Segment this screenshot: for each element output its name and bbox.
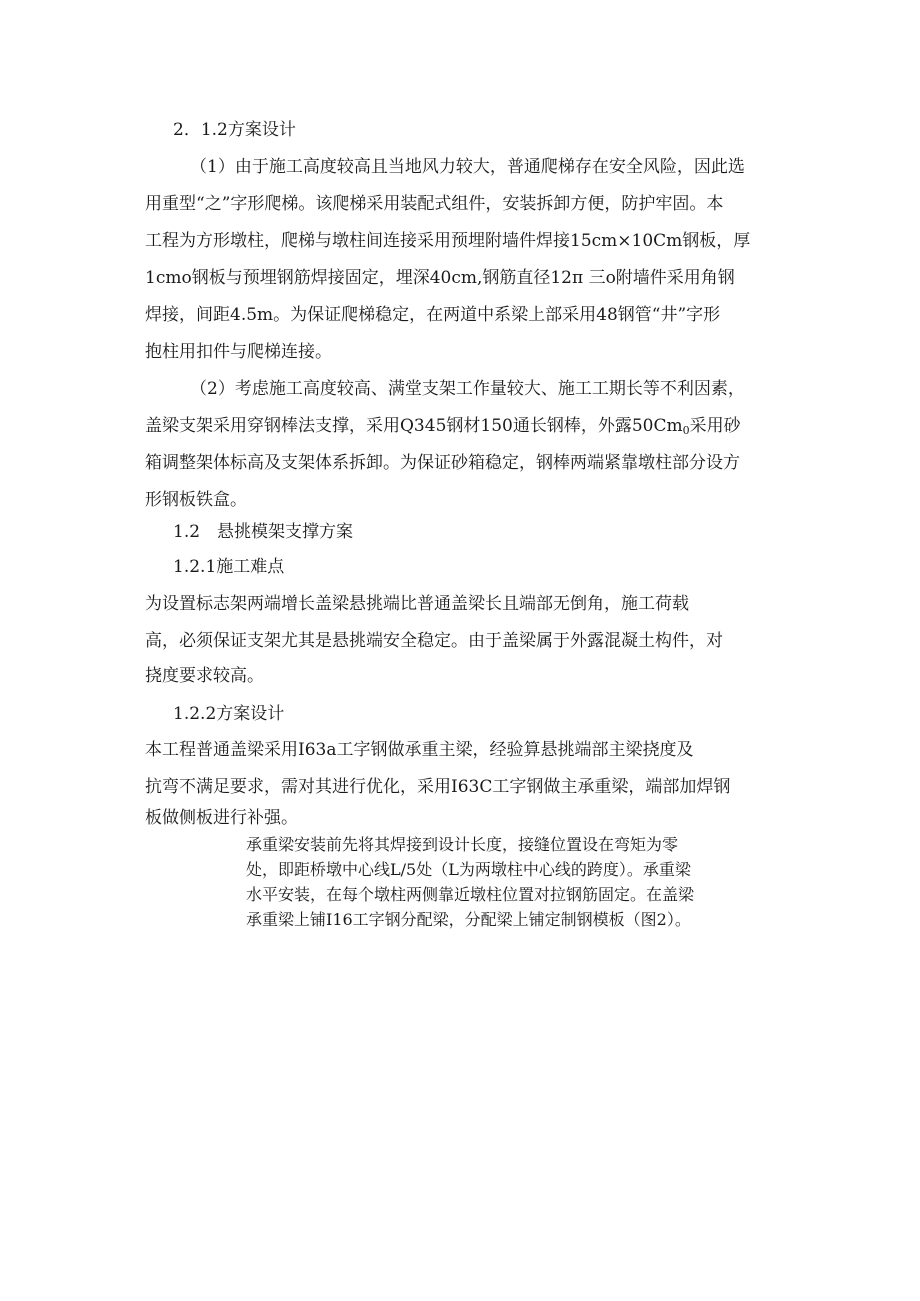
paragraph-line: 抱柱用扣件与爬梯连接。 bbox=[145, 342, 332, 362]
indented-line: 处，即距桥墩中心线L/5处（L为两墩柱中心线的跨度）。承重梁 bbox=[246, 860, 691, 879]
paragraph-line: （1）由于施工高度较高且当地风力较大，普通爬梯存在安全风险，因此选 bbox=[190, 157, 745, 177]
paragraph-line: 板做侧板进行补强。 bbox=[145, 808, 298, 828]
paragraph-line: 抗弯不满足要求，需对其进行优化，采用I63C工字钢做主承重梁，端部加焊钢 bbox=[145, 777, 731, 797]
paragraph-line: 本工程普通盖梁采用I63a工字钢做承重主梁，经验算悬挑端部主梁挠度及 bbox=[145, 740, 694, 760]
paragraph-line: 箱调整架体标高及支架体系拆卸。为保证砂箱稳定，钢棒两端紧靠墩柱部分设方 bbox=[145, 453, 740, 473]
paragraph-text: 采用砂 bbox=[689, 416, 741, 436]
heading-1-2: 1.2 悬挑模架支撑方案 bbox=[173, 522, 354, 542]
paragraph-text: 盖梁支架采用穿钢棒法支撑，采用Q345钢材150通长钢棒，外露50Cm bbox=[145, 416, 683, 436]
heading-1-2-2: 1.2.2方案设计 bbox=[173, 704, 285, 724]
paragraph-line bbox=[145, 416, 741, 441]
paragraph-line: 为设置标志架两端增长盖梁悬挑端比普通盖梁长且端部无倒角，施工荷载 bbox=[145, 594, 689, 614]
paragraph-line: 挠度要求较高。 bbox=[145, 666, 264, 686]
paragraph-line: 焊接，间距4.5m。为保证爬梯稳定，在两道中系梁上部采用48钢管“井”字形 bbox=[145, 305, 721, 325]
paragraph-line: 用重型“之”字形爬梯。该爬梯采用装配式组件，安装拆卸方便，防护牢固。本 bbox=[145, 194, 724, 214]
indented-line: 水平安装，在每个墩柱两侧靠近墩柱位置对拉钢筋固定。在盖梁 bbox=[246, 885, 695, 904]
indented-line: 承重梁上铺I16工字钢分配梁，分配梁上铺定制钢模板（图2）。 bbox=[246, 910, 691, 929]
paragraph-line: （2）考虑施工高度较高、满堂支架工作量较大、施工工期长等不利因素， bbox=[190, 379, 745, 399]
paragraph-line: 高，必须保证支架尤其是悬挑端安全稳定。由于盖梁属于外露混凝土构件，对 bbox=[145, 631, 723, 651]
heading-1-2-1: 1.2.1施工难点 bbox=[173, 557, 285, 577]
paragraph-line: 1cmo钢板与预埋钢筋焊接固定，埋深40cm,钢筋直径12π 三o附墙件采用角钢 bbox=[145, 268, 735, 288]
paragraph-line: 形钢板铁盒。 bbox=[145, 490, 247, 510]
subscript-text: 0 bbox=[682, 424, 690, 437]
indented-line: 承重梁安装前先将其焊接到设计长度，接缝位置设在弯矩为零 bbox=[246, 835, 679, 854]
paragraph-line: 工程为方形墩柱，爬梯与墩柱间连接采用预埋附墙件焊接15cm×10Cm钢板，厚 bbox=[145, 231, 751, 251]
heading-2-1-2: 2．1.2方案设计 bbox=[173, 120, 296, 140]
